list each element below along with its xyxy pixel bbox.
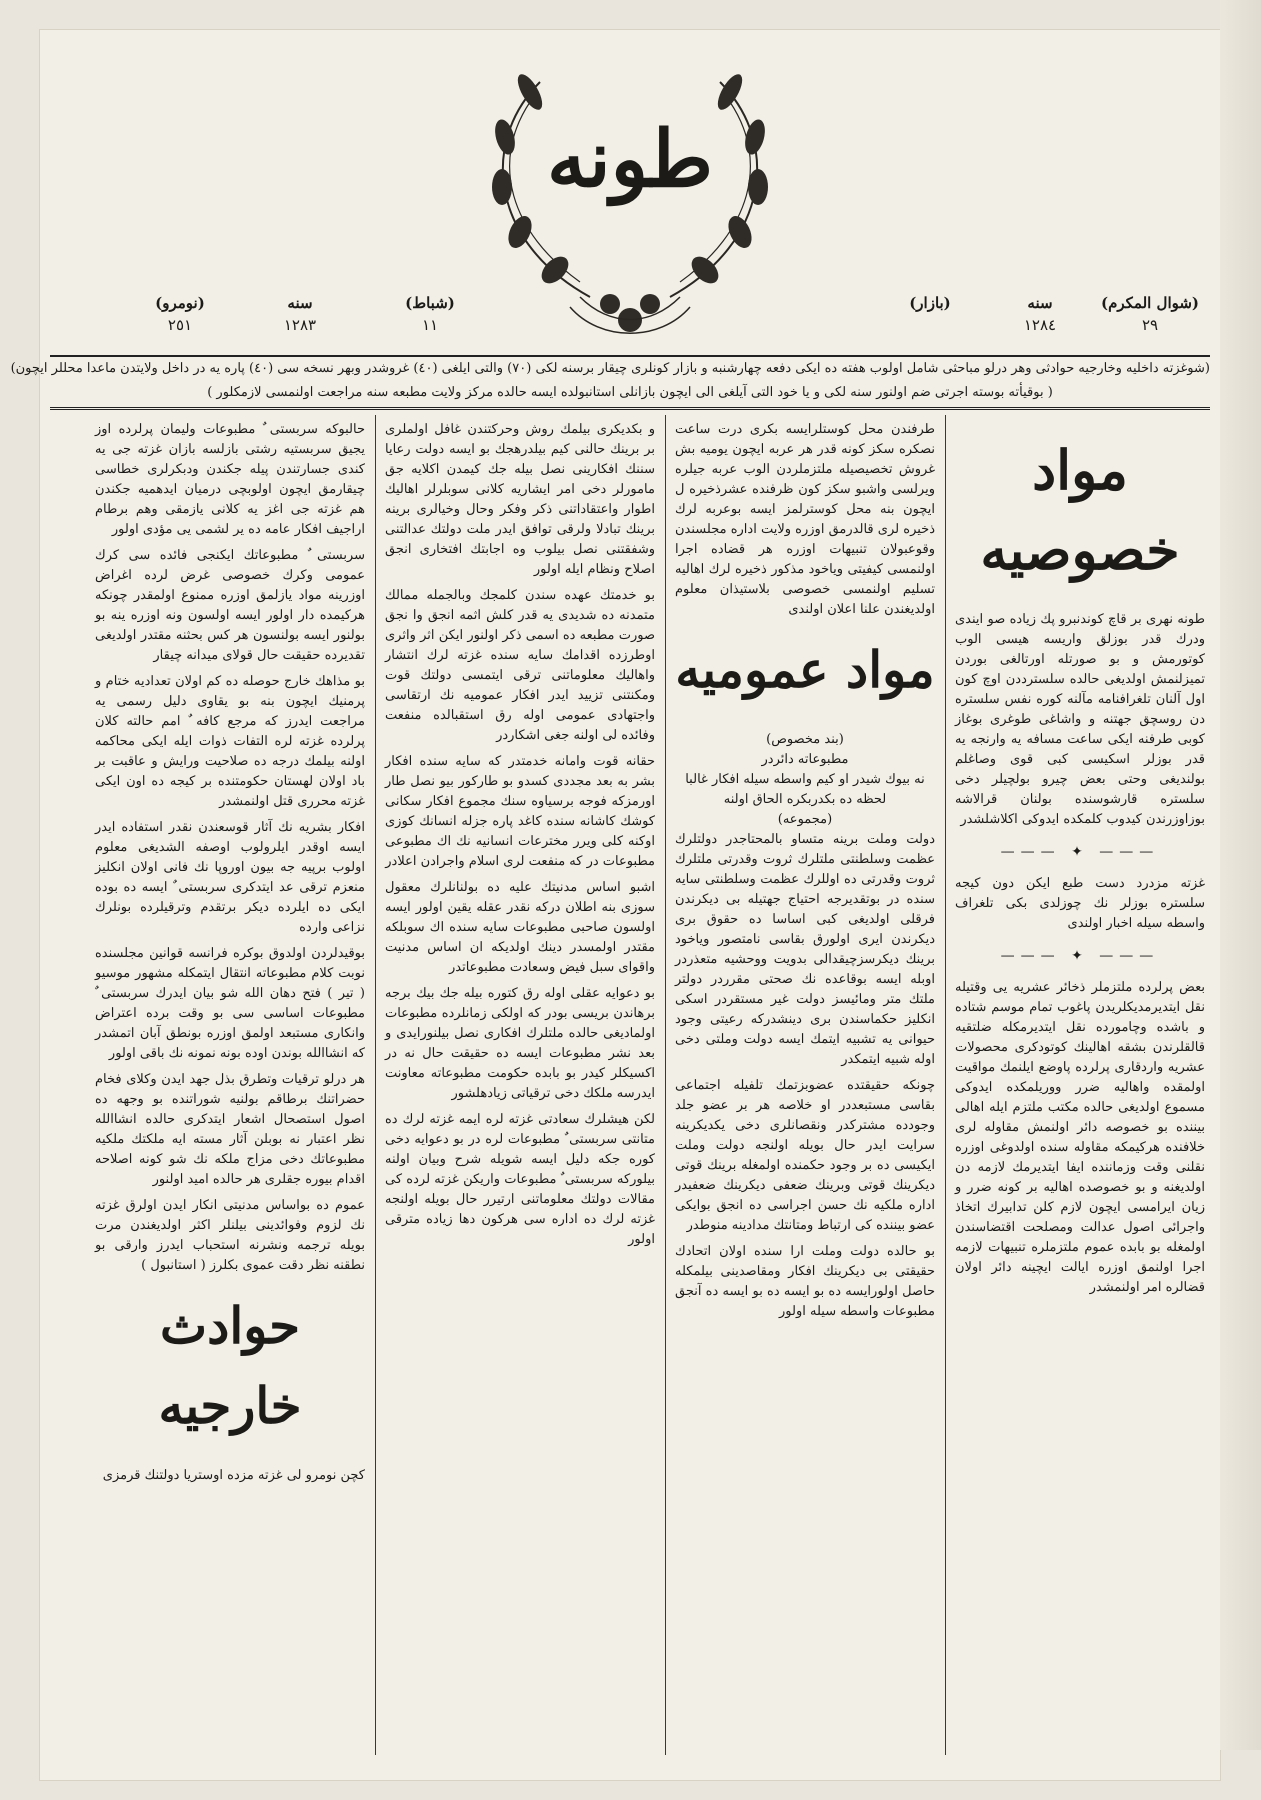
divider-ornament: ——— ✦ ——— — [1000, 948, 1160, 964]
article-paragraph: عموم ده بواساس مدنيتى انكار ايدن اولرق غزته نك لزوم وفوائدينى بيلنلر اكثر اولديغندن مرت بويله ترجمه ونشرنه استحباب ايدرز وارقى بو نطقنه نظر دقت عموى بكلرز ( استانبول ) — [95, 1198, 365, 1273]
date-block-value: ١٢٨٣ — [283, 316, 317, 334]
date-block-hijri-month — [1090, 292, 1210, 336]
article-paragraph: بوقيدلردن اولدوق بوكره فرانسه قوانين مجلسنده نوبت كلام مطبوعاته انتقال ايتمكله مشهور موسيو ( تير ) فتح دهان الله شو بيان ايدرك سربستى ٌ مطبوعات اساسى سى بو وقت برده اعتراض وانكارى مستبعد اولمق اوزره بونطق آبان اتمشدر كه انشاالله بوندن اوده بونه نمونه نك باقى اولور — [95, 946, 365, 1061]
column-3 — [385, 420, 655, 1750]
article-paragraph: طرفندن محل كوستلرايسه بكرى درت ساعت نصكره سكز كونه قدر هر عربه ايچون يوميه بش غروش تخصيصيله ملتزملردن الوب عربه جيلره ويرلسى واشبو سكز كون ظرفنده عشرذخيره ل ايچون بنه محل كوسترلمز ايسه بوعربه لرك ذخيره لرى قالدرمق اوزره ولايت اداره مجلسندن وقوعبولان تنبيهات اوزره هر قضاده اجرا اولنمسى كيفيتى وياخود مذكور ذخيره لرك اهاليه تسليم اولنمسى خصوصى بلاستيذان معلوم اولديغندن علنا اعلان اولندى — [675, 422, 935, 617]
newspaper-title: طونه — [547, 114, 713, 205]
column-rule — [945, 415, 946, 1755]
article-paragraph: افكار بشريه نك آثار قوسعندن نقدر استفاده ايدر ايسه اوقدر ايلرولوب اوصفه الشديغى معلوم اولوب برپيه جه بيون اوروپا نك فانى اولان انكليز منعزم ترقى عد ايتدكرى سربستى ٌ ايسه ده بوده ايكى ده ايلرده ديكر برتقدم وترقيلرده بونلرك نزاعى وارده — [95, 820, 365, 935]
epigraph-source: (مجموعه) — [777, 812, 833, 827]
date-block-value: ٢٥١ — [167, 316, 193, 334]
article-paragraph: حقانه قوت وامانه خدمتدر كه سايه سنده افكار بشر به بعد مجددى كسدو بو طاركور بيو نصل طار اورمزكه فوجه برسياوه سنك مجموع افكار سكانى كوشك كاشانه سنده كاغد پاره جزله انسانك كوزى اوكنه كلى ويرر مخترعات انسانيه نك اك مطبوعى مطبوعات در كه منفعت لرى اسلام واجرادن اعلادر — [385, 754, 655, 869]
article-paragraph: بو خدمتك عهده سندن كلمجك وبالجمله ممالك متمدنه ده شديدى يه قدر كلش اثمه انجق وا نجق صورت مطبعه ده اسمى ذكر اولنور ايكن اثر واثرى اوطرزده اقدامك سايه سنده غزته لرك انتشار واهاليك معلوماتنى ترقى ايتمسى دولتك قوت ومكنتنى تزييد ايدر افكار عموميه نك ارتقاسى واجتهادى عمومى اوله رق استقبالده منفعت وفائده لى اولنه جغى اشكاردر — [385, 588, 655, 743]
article-paragraph: بو حالده دولت وملت ارا سنده اولان اتحادك حقيقتى بى ديكرينك افكار ومقاصدينى بيلمكله حاصل اولورايسه ده بو ايسه ده بو ايسه ده آنجق مطبوعات واسطه سيله اولور — [675, 1244, 935, 1319]
article-paragraph: بعض پرلرده ملتزملر ذخائر عشريه يى وقتيله نقل ايتديرمديكلريدن پاغوب تمام موسم شتاده و باشده وچامورده نقل ايتديرمكله ضلتقيه قالقلرندن بشقه اهالينك كوتودكرى محصولات عشريه واردقارى پرلرده پاوضع ايلنمك مواقيت اولمقده واهاليه ضرر ووريلمكده ايدوكى مسموع اولديغى حالده مكتب ملتزم ايله اهالى بيننده بو خصوصه دائر اولنمش مقاوله لرى خلافنده هركيمكه مقاوله سنده اولدوغى اوزره نقلنى وقت وزماننده ايفا ايتديرمك لازمه دن اولديغنه و بو خصوصده اهاليه بر كونه ضرر و زيان ايرامسى ايچون لازم كلن تدابيرك اتخاذ واجرائى اصول عدالت ومصلحت اقتضاسندن اولمغله بو بابده عموم ملتزملره تنبيهات لازمه اجرا اولنمق اوزره ايالت ايچينه دائر اولان قضالره امر اولنمشدر — [955, 980, 1205, 1295]
subheading: مطبوعاته دائردر — [761, 752, 849, 767]
date-block-line: سنه — [1027, 294, 1053, 312]
article-paragraph: حالبوكه سربستى ٌ مطبوعات وليمان پرلرده اوز يجيق سربستيه رشتى بازلسه بازان غزته جى يه كندى جسارتندن پيله جكندن ودبكرلرى خطاسى چيقارمق ايچون اولوبچى درميان ايدهميه جكندن هم غزته جى اغز يه كلانى يازمقى وهم برطام اراجيف افكار عامه ده ير لشمى يى مؤدى اولور — [95, 422, 365, 537]
article-paragraph: لكن هيشلرك سعادتى غزته لره ايمه غزته لرك ده متانتى سربستى ٌ مطبوعات لره در بو دعوايه دخى كوره جكه دليل ايسه شويله شرح وبيان اولنه بيلوركه سربستى ٌ مطبوعات واريكن غزته لرده كى مقالات دولتك معلوماتنى ارتيرر حال بويله اولنجه غزته لرك ده اداره سى هركون دها زياده مترقى اولور — [385, 1112, 655, 1247]
article-paragraph: بو مذاهك خارج حوصله ده كم اولان تعداديه ختام و پرمنيك ايچون بنه بو يقاوى دليل رسمى يه مراجعت ايدرز كه مرجع كافه ٌ امم حالته كلان پرلرده غزته لره التفات ذوات ايله ايكى محاكمه اولنه بيلمك درجه ده صلاحيت ورايش و عاقبت بر باد اولان لهستان حكومتنده بر كيجه ده اون ايكى غزته محررى قتل اولنمشدر — [95, 674, 365, 809]
date-block-rumi-month — [370, 292, 490, 336]
notice-line: (شوغزته داخليه وخارجيه حوادثى وهر درلو مباحثى شامل اولوب هفته ده ايكى دفعه چهارشنبه و بازار كونلرى چيقار برسنه لكى (٧٠) والتى ايلغى (٤٠) غروشدر وبهر نسخه سى (٤٠) پاره يه در داخل ولايتدن ماعدا محللر ايچون) — [10, 361, 1210, 376]
date-block-rumi-year — [240, 292, 360, 336]
article-paragraph: چونكه حقيقتده عضوبزتمك تلفيله اجتماعى بقاسى مستبعددر او خلاصه هر بر عضو جلد وجودده مشتركدر ونقصانلرى دخى يكديكرينه سرايت ايدر حال بويله اولنجه دولت وملت ايكيسى ده بر وجود حكمنده اولمغله برينك قوتى ديكرينك قوتى وبرينك ضعفى ديكرينك ضعفيدر اداره ملكيه نك حسن اجراسى ده انجق بوايكى عضو بيننده كى ارتباط ومتانتك مدادينه منوطدر — [675, 1078, 935, 1233]
subheading: (بند مخصوص) — [766, 732, 844, 747]
article-paragraph: اشبو اساس مدنيتك عليه ده بولنانلرك معقول سوزى بنه اطلان دركه نقدر عقله يقين اولور ايسه اولسون صاحبى مطبوعات سايه سنده اك سوبلكه مقتدر اولمسدر دينك اولديكه ان اساس مدنيت واقواى سبل فيض وسعادت مطبوعاتدر — [385, 880, 655, 975]
article-paragraph: بو دعوايه عقلى اوله رق كتوره بيله جك بيك برجه برهاندن بريسى بودر كه اولكى زمانلرده مطبوعات اولماديغى حالده ملتلرك افكارى نصل بيلنورايدى و بعد نشر مطبوعات ايسه ده حقيقت حال نه در اكسيكلر كيدر بو بابده حكومت مطبوعاته معاونت ايدرسه ملكك دخى ترقياتى زيادهلشور — [385, 986, 655, 1101]
newspaper-page — [10, 30, 1220, 1780]
article-paragraph: كچن نومرو لى غزته مزده اوستريا دولتنك قرمزى — [102, 1468, 365, 1483]
article-paragraph: هر درلو ترقيات وتطرق بذل جهد ايدن وكلاى فخام حضراتنك برطاقم بولنيه شوراتنده بو وجهه ده اصول استصحال اشعار ايتدكرى حالده انشاالله نظر اعتبار نه بوبلن آثار مسته ايه ملكتك ملكيه مطبوعاتك دخى مزاج ملكه نك شو كونه اصلاحه اقدام بيوره جقلرى هر حالده اميد اولنور — [95, 1072, 365, 1187]
article-paragraph: سربستى ٌ مطبوعاتك ايكنجى فائده سى كرك عمومى وكرك خصوصى غرض لرده اغراض اوزرينه مواد يازلمق اوزره ممنوع اولمقدر چونكه هركيمده دار اولور ايسه اولسون ونه اوزره ينه بو بولنور ايسه بولنسون هر كس بحثنه مقتدر اولديغى تقديرده حقيقت حال قولاى ميدانه چيقار — [95, 548, 365, 663]
divider-ornament: ——— ✦ ——— — [1000, 844, 1160, 860]
epigraph: نه بيوك شيدر او كيم واسطه سيله افكار غالبا لحظه ده بكدربكره الحاق اولنه — [685, 772, 925, 807]
section-heading-special: مواد خصوصيه — [980, 438, 1180, 582]
date-block-line: (بازار) — [909, 294, 951, 312]
section-heading-foreign: حوادث خارجيه — [158, 1296, 302, 1435]
article-paragraph: غزته مزدرد دست طبع ايكن دون كيجه سلستره بوزلر نك چوزلدى بكى تلغراف واسطه سيله اخبار اولندى — [955, 876, 1205, 931]
section-heading-general: مواد عموميه — [675, 640, 935, 699]
date-block-issue-number — [120, 292, 240, 336]
article-paragraph: دولت وملت برينه متساو بالمحتاجدر دولتلرك عظمت وسلطنتى ملتلرك ثروت وقدرتى ملتلرك ثروت وقدرتى ده اوللرك عظمت وسلطنتى سايه سنده در بوتقديرجه احتياج جهتيله بى ديكرندن فرقلى اولديغى كبى اساسا ده حقوق برى ديكرندن ايرى اولورق بقاسى نامتصور وياخود برينك ديكرسزچيقدالى بدويت ووحشيه متعذردر اوبله ايسه بوقاعده نك صحتى مقرردر دولتر ملتك متر ومائيسز دولت غير مستقردر اسكى انكليز حكماسندن برى دينشدركه رعيتى وجود حيوانى يه تشبيه ايتمك ايسه دولت وملتى دخى اوله شبيه ايتمكدر — [675, 832, 935, 1067]
adjacent-page-edge — [1220, 0, 1261, 1750]
column-2 — [675, 420, 935, 1750]
column-1 — [955, 420, 1205, 1750]
date-block-value: ١١ — [421, 316, 439, 334]
column-rule — [375, 415, 376, 1755]
article-paragraph: طونه نهرى بر قاچ كوندنبرو پك زياده صو ايندى ودرك قدر بوزلق واريسه هيسى الوب كوتورمش و بو صورتله اورتالغى بوردن تميزلنمش اولديغى حالده سلسترددن اوچ كون اول آلنان تلغرافنامه مآلنه كوره نفس سلستره دن روسچق جهتنه و واشاغى طوغرى بوغاز كوبى طرفنه ايكى ساعت مسافه يه وارنجه يه قدر بوزلر اسكيسى كبى قوى وصاغلم بولنديغى وحتى بعض چيرو بولچيلر دخى سلستره قارشوسنده بولنان قرالاشه بوزاوزرندن كيدوب كلمكده ايدوكى اكلاشلشدر — [955, 612, 1205, 827]
column-4 — [95, 420, 365, 1740]
article-paragraph: و بكديكرى بيلمك روش وحركتندن غافل اولملرى بر برينك حالنى كيم بيلدرهجك بو ايسه دولت رعايا سننك افكارينى نصل بيله جك كيمدن اكلايه جق مامورلر دخى امر ايشاريه كلانى سوبلرلر اهاليك اطوار واعتقاداتنى ذكر وفكر وحال وخيالرى برينه برينك تبادلا ولرقى توافق ايدر ملت دولتك عدالتنى وشفقتنى نصل بيلوب وه اجابتك افتخارى انجق اصلاح ونظام ايله اولور — [385, 422, 655, 577]
date-block-line: (شباط) — [405, 294, 455, 312]
date-block-line: سنه — [287, 294, 313, 312]
date-block-weekday — [870, 292, 990, 314]
notice-line: ( بوقيأته بوسته اجرتى ضم اولنور سنه لكى و يا خود التى آيلغى الى ايچون بازانلى استانبولده ايسه حالده مركز ولايت مطبعه سنه مراجعت اولنمسى لازمكلور ) — [207, 385, 1053, 400]
date-block-value: ٢٩ — [1141, 316, 1159, 334]
date-block-value: ١٢٨٤ — [1023, 316, 1057, 334]
subscription-notice — [10, 355, 1210, 410]
masthead — [40, 30, 1220, 334]
date-block-line: (شوال المكرم) — [1100, 294, 1200, 312]
column-rule — [665, 415, 666, 1755]
date-block-line: (نومرو) — [155, 294, 205, 312]
date-block-hijri-year — [980, 292, 1100, 336]
